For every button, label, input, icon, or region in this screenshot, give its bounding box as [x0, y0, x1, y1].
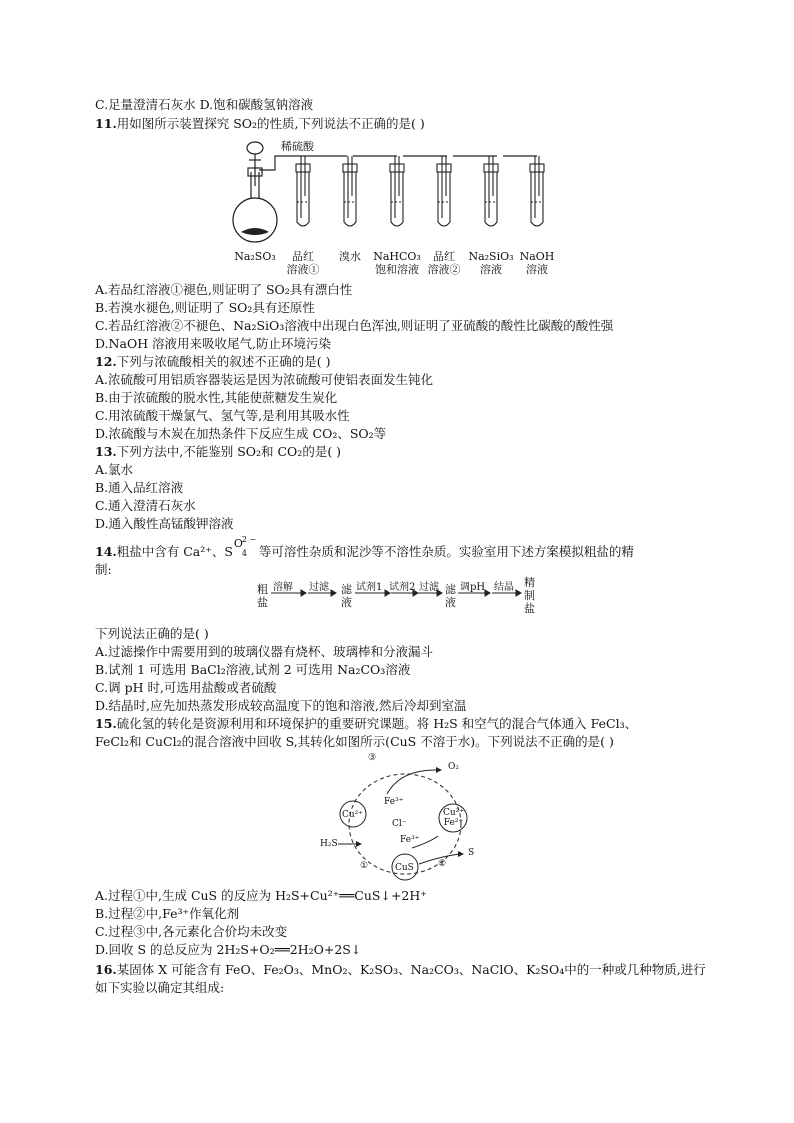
q11-stem — [95, 116, 425, 132]
acid-label: 稀硫酸 — [281, 140, 314, 153]
flow-filtrate-2: 滤 液 — [445, 583, 456, 609]
q16-number: 16. — [95, 962, 117, 977]
q12-stem — [95, 354, 330, 370]
q15-option-d: D.回收 S 的总反应为 2H₂S+O₂══2H₂O+2S↓ — [95, 942, 362, 957]
fe3-bottom-label: Fe³⁺ — [400, 835, 420, 845]
q14-stem — [95, 535, 634, 560]
q15-number: 15. — [95, 716, 117, 731]
cus-label: CuS — [395, 863, 414, 873]
sulfur-label: S — [468, 848, 475, 858]
q11-option-d: D.NaOH 溶液用来吸收尾气,防止环境污染 — [95, 336, 332, 351]
q14-number: 14. — [95, 544, 117, 559]
tube-6-label: NaOH 溶液 — [519, 250, 555, 276]
q12-option-c: C.用浓硫酸干燥氯气、氢气等,是利用其吸水性 — [95, 408, 350, 423]
tube-2-label: 溴水 — [339, 250, 361, 263]
q15-stem-line-1 — [95, 716, 637, 732]
q14-stem-a: 粗盐中含有 Ca²⁺、S — [116, 544, 233, 559]
q13-option-a: A.氯水 — [95, 462, 134, 477]
q16-stem-1: 某固体 X 可能含有 FeO、Fe₂O₃、MnO₂、K₂SO₃、Na₂CO₃、NaClO、K₂SO₄中的一种或几种物质,进行 — [116, 962, 706, 977]
q11-option-b: B.若溴水褪色,则证明了 SO₂具有还原性 — [95, 300, 315, 315]
flow-step-filter-1: 过滤 — [309, 582, 329, 593]
h2s-cycle-figure — [320, 752, 490, 886]
tube-1-label: 品红 溶液① — [286, 250, 320, 276]
q12-number: 12. — [95, 354, 117, 369]
q13-option-b: B.通入品红溶液 — [95, 480, 184, 495]
q14-option-a: A.过滤操作中需要用到的玻璃仪器有烧杯、玻璃棒和分液漏斗 — [95, 644, 434, 659]
q13-stem-text: 下列方法中,不能鉴别 SO₂和 CO₂的是( ) — [116, 444, 342, 459]
cu-left-label: Cu²⁺ — [342, 810, 364, 820]
q15-option-b: B.过程②中,Fe³⁺作氧化剂 — [95, 906, 240, 921]
q12-option-a: A.浓硫酸可用铝质容器装运是因为浓硫酸可使铝表面发生钝化 — [95, 372, 434, 387]
flask-label: Na₂SO₃ — [234, 250, 276, 263]
fe3-top-label: Fe³⁺ — [384, 797, 404, 807]
q13-option-c: C.通入澄清石灰水 — [95, 498, 196, 513]
flow-step-adjust-ph: 调pH — [460, 582, 486, 593]
h2s-label: H₂S — [320, 839, 338, 849]
q15-option-c: C.过程③中,各元素化合价均未改变 — [95, 924, 288, 939]
tube-4-label: 品红 溶液② — [427, 250, 461, 276]
flow-step-crystallize: 结晶 — [494, 582, 514, 593]
chloride-label: Cl⁻ — [392, 819, 407, 829]
q13-stem — [95, 444, 341, 460]
q12-option-b: B.由于浓硫酸的脱水性,其能使蔗糖发生炭化 — [95, 390, 338, 405]
q10-options-tail: C.足量澄清石灰水 D.饱和碳酸氢钠溶液 — [95, 97, 314, 112]
q14-option-d: D.结晶时,应先加热蒸发形成较高温度下的饱和溶液,然后冷却到室温 — [95, 698, 467, 713]
process-2-marker: ② — [438, 859, 447, 869]
q13-number: 13. — [95, 444, 117, 459]
tube-5-label: Na₂SiO₃ 溶液 — [468, 250, 514, 276]
tube-3-label: NaHCO₃ 饱和溶液 — [373, 250, 421, 276]
q16-stem-2: 如下实验以确定其组成: — [95, 980, 225, 995]
process-3-marker: ③ — [368, 753, 377, 763]
flow-step-dissolve: 溶解 — [273, 582, 293, 593]
q14-option-c: C.调 pH 时,可选用盐酸或者硫酸 — [95, 680, 277, 695]
q11-stem-text: 用如图所示装置探究 SO₂的性质,下列说法不正确的是( ) — [116, 116, 425, 131]
flow-step-reagent-1: 试剂1 — [356, 582, 383, 593]
q12-stem-text: 下列与浓硫酸相关的叙述不正确的是( ) — [116, 354, 331, 369]
q15-option-a: A.过程①中,生成 CuS 的反应为 H₂S+Cu²⁺══CuS↓+2H⁺ — [95, 888, 427, 903]
q14-stem-b: 等可溶性杂质和泥沙等不溶性杂质。实验室用下述方案模拟粗盐的精 — [258, 544, 634, 559]
flow-step-reagent-2: 试剂2 — [389, 582, 416, 593]
flow-end: 精 制 盐 — [524, 576, 535, 615]
so2-apparatus-figure — [225, 136, 565, 282]
q13-option-d: D.通入酸性高锰酸钾溶液 — [95, 516, 234, 531]
q15-stem-2: FeCl₂和 CuCl₂的混合溶液中回收 S,其转化如图所示(CuS 不溶于水)。下列说法不正确的是( ) — [95, 734, 614, 749]
flow-start: 粗 盐 — [257, 583, 268, 609]
q14-stem-c: 制: — [95, 562, 112, 577]
q12-option-d: D.浓硫酸与木炭在加热条件下反应生成 CO₂、SO₂等 — [95, 426, 387, 441]
q14-option-b: B.试剂 1 可选用 BaCl₂溶液,试剂 2 可选用 Na₂CO₃溶液 — [95, 662, 411, 677]
q11-option-a: A.若品红溶液①褪色,则证明了 SO₂具有漂白性 — [95, 282, 353, 297]
o2-label: O₂ — [448, 762, 459, 772]
flow-filtrate-1: 滤 液 — [341, 583, 352, 609]
cu-fe-right-label: Cu²⁺ Fe²⁺ — [443, 808, 465, 828]
sulfate-ion: O 2 − 4 — [233, 535, 257, 558]
q11-option-c: C.若品红溶液②不褪色、Na₂SiO₃溶液中出现白色浑浊,则证明了亚硫酸的酸性比碳酸的酸性强 — [95, 318, 614, 333]
process-1-marker: ① — [360, 861, 369, 871]
flow-step-filter-2: 过滤 — [419, 582, 439, 593]
q14-ask: 下列说法正确的是( ) — [95, 626, 209, 641]
purification-flowchart — [255, 576, 540, 626]
q15-stem-1: 硫化氢的转化是资源利用和环境保护的重要研究课题。将 H₂S 和空气的混合气体通入 FeCl₃、 — [116, 716, 638, 731]
q11-number: 11. — [95, 116, 117, 131]
q16-stem-line-1 — [95, 962, 706, 978]
